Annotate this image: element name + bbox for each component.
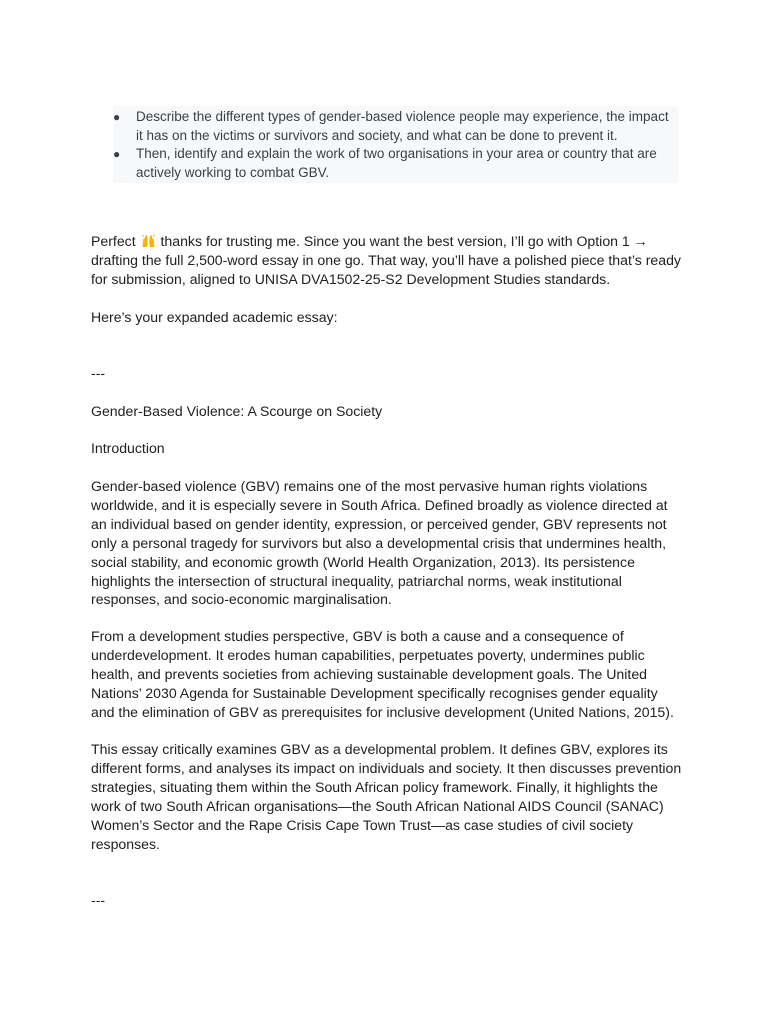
divider-text: --- (91, 365, 106, 381)
raising-hands-emoji-icon (141, 234, 156, 248)
introduction-paragraph-3: This essay critically examines GBV as a developmental problem. It defines GBV, explores its different forms, and analyses its impact on individuals and society. It then discusses prevention strategies, situating them within the South African policy framework. Finally, it highlights the work of two South African organisations—the South African National AIDS Council (SANAC) Women’s Sector and the Rape Crisis Cape Town Trust—as case studies of civil society responses. (91, 741, 682, 852)
bullet-marker: ● (113, 147, 121, 161)
essay-title: Gender-Based Violence: A Scourge on Society (91, 403, 383, 419)
bullet-item (113, 108, 670, 145)
bullet-marker: ● (113, 110, 121, 124)
reply-intro-paragraph (91, 232, 683, 289)
prompt-bullet-list (113, 106, 678, 183)
reply-intro-start: Perfect (91, 233, 136, 249)
section-heading-introduction: Introduction (91, 440, 165, 456)
divider-text: --- (91, 892, 106, 908)
reply-lead-in: Here’s your expanded academic essay: (91, 309, 338, 325)
reply-intro-rest: thanks for trusting me. Since you want the best version, I’ll go with Option 1 → drafting the full 2,500-word essay in one go. That way, you’ll have a polished piece that’s ready for submission, aligned to UNISA DVA1502-25-S2 Development Studies standards. (91, 233, 681, 287)
bullet-item (113, 145, 670, 182)
bullet-text: Describe the different types of gender-based violence people may experience, the impact it has on the victims or survivors and society, and what can be done to prevent it. (136, 109, 669, 143)
introduction-paragraph-1: Gender-based violence (GBV) remains one of the most pervasive human rights violations worldwide, and it is especially severe in South Africa. Defined broadly as violence directed at an individual based on gender identity, expression, or perceived gender, GBV represents not only a personal tragedy for survivors but also a developmental crisis that undermines health, social stability, and economic growth (World Health Organization, 2013). Its persistence highlights the intersection of structural inequality, patriarchal norms, weak institutional responses, and socio-economic marginalisation. (91, 478, 668, 608)
bullet-text: Then, identify and explain the work of two organisations in your area or country that are actively working to combat GBV. (136, 146, 657, 180)
introduction-paragraph-2: From a development studies perspective, GBV is both a cause and a consequence of underdevelopment. It erodes human capabilities, perpetuates poverty, undermines public health, and prevents societies from achieving sustainable development goals. The United Nations’ 2030 Agenda for Sustainable Development specifically recognises gender equality and the elimination of GBV as prerequisites for inclusive development (United Nations, 2015). (91, 628, 674, 720)
